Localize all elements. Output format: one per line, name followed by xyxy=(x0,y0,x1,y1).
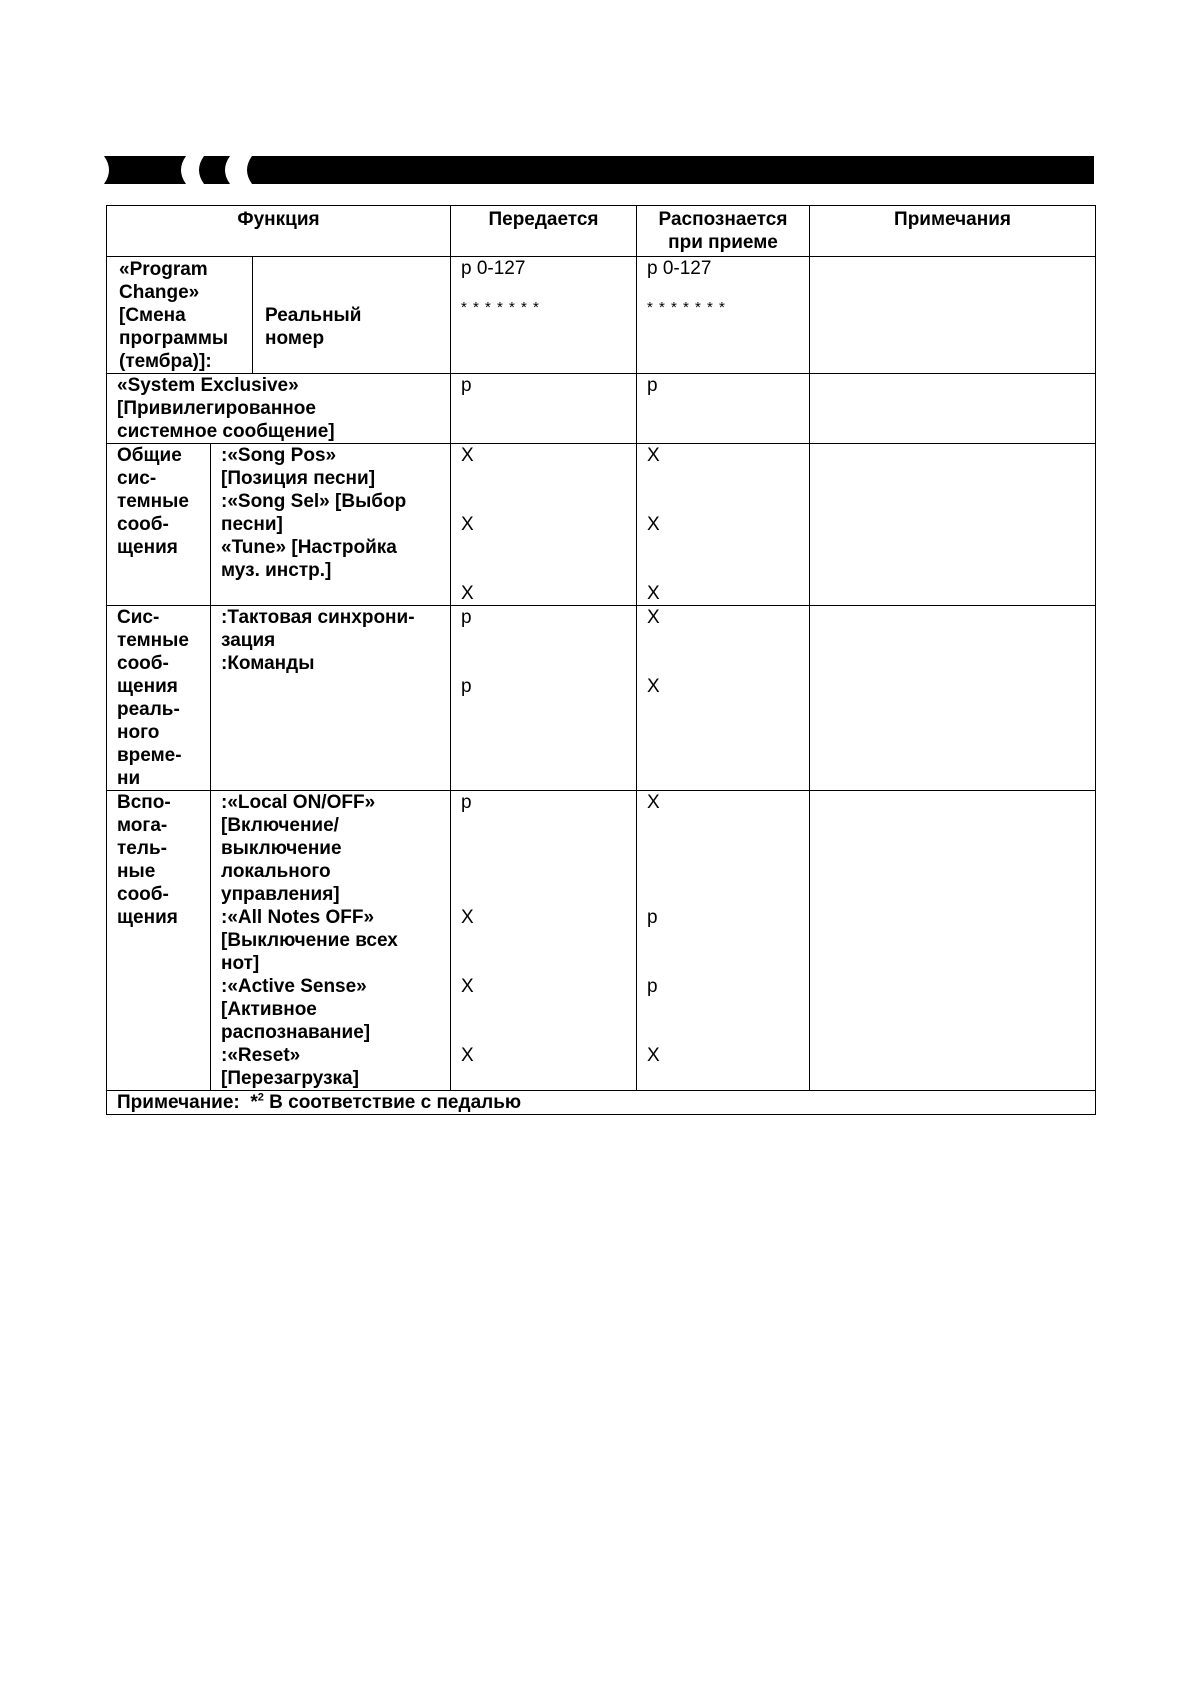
program-change-label: «Program Change» [Смена программы (тембра)]: xyxy=(107,257,253,373)
realtime-messages-label: Сис- темные сооб- щения реаль- ного време- ни xyxy=(107,606,211,791)
common-messages-recognized: X X X xyxy=(637,444,810,606)
aux-messages-items: :«Local ON/OFF» [Включение/ выключение локального управления] :«All Notes OFF» [Выключение всех нот] :«Active Sense» [Активное распознавание] :«Reset» [Перезагрузка] xyxy=(211,791,451,1091)
program-change-transmitted: p 0-127 * * * * * * * xyxy=(451,257,637,374)
header-remarks: Примечания xyxy=(810,206,1096,257)
realtime-messages-remarks xyxy=(810,606,1096,791)
header-function: Функция xyxy=(107,206,451,257)
system-exclusive-label: «System Exclusive» [Привилегированное системное сообщение] xyxy=(107,374,451,444)
header-segment-right xyxy=(247,156,1094,184)
common-messages-transmitted: X X X xyxy=(451,444,637,606)
section-header-bar xyxy=(104,156,1094,184)
table-row-note xyxy=(107,1091,1096,1115)
table-row-aux-messages xyxy=(107,791,1096,1091)
footnote-label: Примечание: xyxy=(117,1092,240,1113)
common-messages-label: Общие сис- темные сооб- щения xyxy=(107,444,211,606)
realtime-messages-items: :Тактовая синхрони- зация :Команды xyxy=(211,606,451,791)
footnote-marker: * xyxy=(250,1092,258,1113)
table-row-realtime-messages xyxy=(107,606,1096,791)
program-change-recognized: p 0-127 * * * * * * * xyxy=(637,257,810,374)
aux-messages-label: Вспо- мога- тель- ные сооб- щения xyxy=(107,791,211,1091)
footnote-text: В соответствие с педалью xyxy=(269,1092,522,1113)
common-messages-remarks xyxy=(810,444,1096,606)
realtime-messages-recognized: X X xyxy=(637,606,810,791)
table-row-common-messages xyxy=(107,444,1096,606)
program-change-sub-label: Реальный номер xyxy=(265,305,362,349)
header-segment-left xyxy=(104,156,186,184)
table-row-program-change xyxy=(107,257,1096,374)
system-exclusive-remarks xyxy=(810,374,1096,444)
common-messages-items: :«Song Pos» [Позиция песни] :«Song Sel» [Выбор песни] «Tune» [Настройка муз. инстр.] xyxy=(211,444,451,606)
header-segment-middle xyxy=(199,156,230,184)
table-footnote xyxy=(107,1091,1096,1115)
system-exclusive-recognized: p xyxy=(637,374,810,444)
system-exclusive-transmitted: p xyxy=(451,374,637,444)
midi-implementation-table xyxy=(106,205,1096,1115)
aux-messages-recognized: X p p X xyxy=(637,791,810,1091)
program-change-remarks xyxy=(810,257,1096,374)
table-header-row xyxy=(107,206,1096,257)
program-change-function-cell xyxy=(107,257,451,374)
aux-messages-transmitted: p X X X xyxy=(451,791,637,1091)
realtime-messages-transmitted: p p xyxy=(451,606,637,791)
header-transmitted: Передается xyxy=(451,206,637,257)
table-row-system-exclusive xyxy=(107,374,1096,444)
aux-messages-remarks xyxy=(810,791,1096,1091)
header-recognized: Распознается при приеме xyxy=(637,206,810,257)
footnote-sup: 2 xyxy=(257,1091,264,1104)
